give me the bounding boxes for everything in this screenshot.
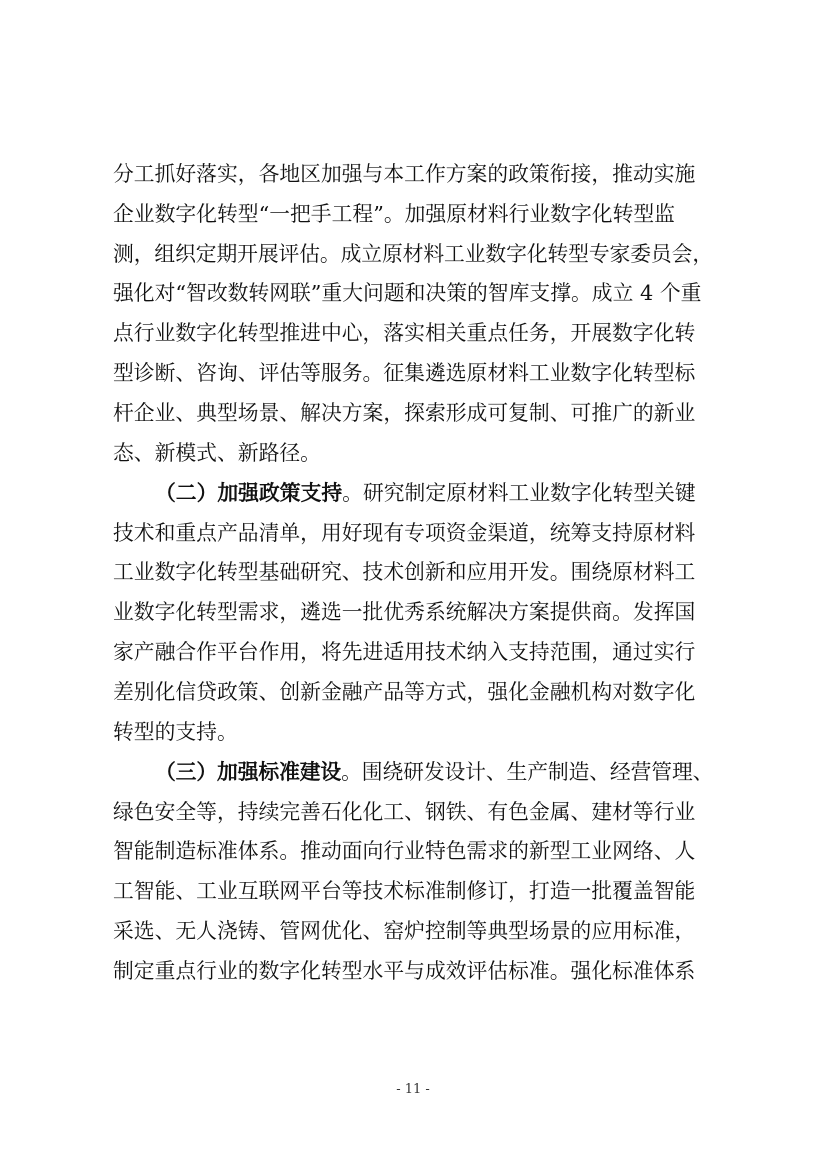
body-line: 智能制造标准体系。推动面向行业特色需求的新型工业网络、人 <box>113 839 696 863</box>
body-line: 绿色安全等，持续完善石化化工、钢铁、有色金属、建材等行业 <box>113 800 696 824</box>
body-line: 强化对“智改数转网联”重大问题和决策的智库支撑。成立 4 个重 <box>113 281 702 305</box>
section-text: 。围绕研发设计、生产制造、经营管理、 <box>341 760 714 784</box>
body-line: 企业数字化转型“一把手工程”。加强原材料行业数字化转型监 <box>113 202 675 226</box>
section-first-line <box>155 755 713 789</box>
body-line: 转型的支持。 <box>113 720 238 744</box>
section-heading: （三）加强标准建设 <box>155 759 342 784</box>
body-line: 分工抓好落实，各地区加强与本工作方案的政策衔接，推动实施 <box>113 162 696 186</box>
body-line: 差别化信贷政策、创新金融产品等方式，强化金融机构对数字化 <box>113 680 696 704</box>
page-number: - 11 - <box>396 1082 430 1097</box>
section-text: 。研究制定原材料工业数字化转型关键 <box>342 481 696 505</box>
body-line: 业数字化转型需求，遴选一批优秀系统解决方案提供商。发挥国 <box>113 600 696 624</box>
body-line: 工智能、工业互联网平台等技术标准制修订，打造一批覆盖智能 <box>113 879 696 903</box>
body-line: 技术和重点产品清单，用好现有专项资金渠道，统筹支持原材料 <box>113 521 696 545</box>
body-line: 点行业数字化转型推进中心，落实相关重点任务，开展数字化转 <box>113 321 696 345</box>
body-line: 家产融合作平台作用，将先进适用技术纳入支持范围，通过实行 <box>113 640 696 664</box>
body-line: 型诊断、咨询、评估等服务。征集遴选原材料工业数字化转型标 <box>113 361 696 385</box>
body-line: 杆企业、典型场景、解决方案，探索形成可复制、可推广的新业 <box>113 401 696 425</box>
section-first-line <box>155 476 713 510</box>
body-line: 测，组织定期开展评估。成立原材料工业数字化转型专家委员会， <box>113 242 714 266</box>
section-heading: （二）加强政策支持 <box>155 480 343 505</box>
body-line: 态、新模式、新路径。 <box>113 441 321 465</box>
body-line: 工业数字化转型基础研究、技术创新和应用开发。围绕原材料工 <box>113 560 696 584</box>
body-line: 制定重点行业的数字化转型水平与成效评估标准。强化标准体系 <box>113 959 696 983</box>
body-line: 采选、无人浇铸、管网优化、窑炉控制等典型场景的应用标准， <box>113 919 696 943</box>
